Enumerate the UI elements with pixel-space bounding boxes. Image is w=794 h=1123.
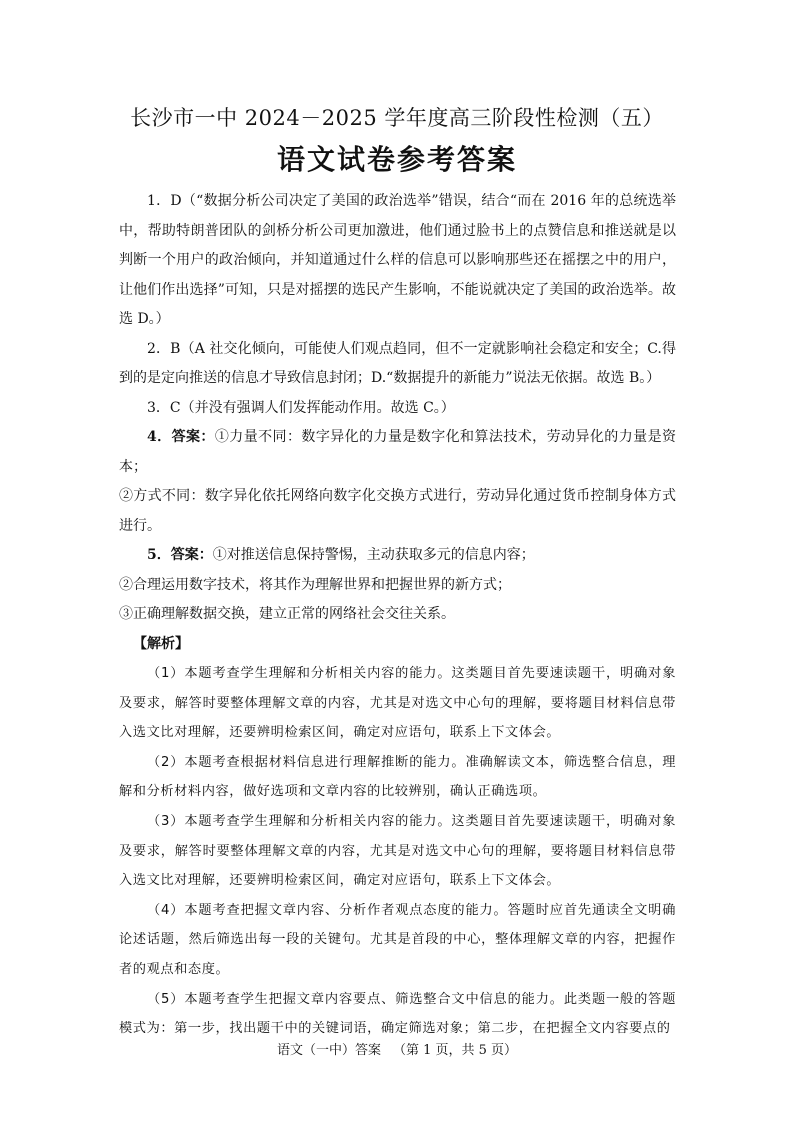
- answer-4-label: 4．答案：: [147, 429, 215, 445]
- answer-5-point-1: ①对推送信息保持警惕，主动获取多元的信息内容；: [212, 547, 535, 563]
- answer-3: 3．C（并没有强调人们发挥能动作用。故选 C。）: [147, 399, 455, 416]
- analysis-item-5: （5）本题考查学生把握文章内容要点、筛选整合文中信息的能力。此类题一般的答题模式为：第一步，找出题干中的关键词语，确定筛选对象；第二步，在把握全文内容要点的: [119, 991, 676, 1037]
- answer-5-label: 5．答案：: [147, 547, 213, 563]
- analysis-item-3: （3）本题考查学生理解和分析相关内容的能力。这类题目首先要速读题干，明确对象及要求，解答时要整体理解文章的内容，尤其是对选文中心句的理解，要将题目材料信息带入选文比对理解，还要辨明检索区间，确定对应语句，联系上下文体会。: [119, 813, 676, 889]
- answer-5-point-2: ②合理运用数字技术，将其作为理解世界和把握世界的新方式；: [119, 576, 511, 593]
- footer-doc-label: 语文（一中）答案: [276, 1043, 381, 1058]
- answer-4-point-1: ①力量不同：数字异化的力量是数字化和算法技术，劳动异化的力量是资本；: [119, 429, 676, 475]
- answer-body: [119, 187, 676, 1044]
- answer-1: 1．D（“数据分析公司决定了美国的政治选举”错误，结合“而在 2016 年的总统选举中，帮助特朗普团队的剑桥分析公司更加激进，他们通过脸书上的点赞信息和推送就是以判断一个用户的政治倾向，并知道通过什么样的信息可以影响那些还在摇摆之中的用户，让他们作出选择”可知，只是对摇摆的选民产生影响，不能说就决定了美国的政治选举。故选 D。）: [119, 193, 676, 327]
- analysis-item-2: （2）本题考查根据材料信息进行理解推断的能力。准确解读文本，筛选整合信息，理解和分析材料内容，做好选项和文章内容的比较辨别，确认正确选项。: [119, 754, 676, 800]
- analysis-item-1: （1）本题考查学生理解和分析相关内容的能力。这类题目首先要速读题干，明确对象及要求，解答时要整体理解文章的内容，尤其是对选文中心句的理解，要将题目材料信息带入选文比对理解，还要辨明检索区间，确定对应语句，联系上下文体会。: [119, 666, 676, 741]
- answer-key-title: 语文试卷参考答案: [276, 143, 517, 176]
- answer-4-point-2: ②方式不同：数字异化依托网络向数字化交换方式进行，劳动异化通过货币控制身体方式进行。: [119, 488, 676, 534]
- footer-page-number: （第 1 页，共 5 页）: [392, 1043, 518, 1058]
- exam-title: 长沙市一中 2024－2025 学年度高三阶段性检测（五）: [130, 106, 664, 130]
- answer-5-point-3: ③正确理解数据交换，建立正常的网络社会交往关系。: [119, 606, 455, 622]
- answer-5: [119, 541, 676, 571]
- analysis-heading: 【解析】: [133, 635, 189, 652]
- answer-2: 2．B（A 社交化倾向，可能使人们观点趋同，但不一定就影响社会稳定和安全；C.得到的是定向推送的信息才导致信息封闭；D.“数据提升的新能力”说法无依据。故选 B。）: [119, 340, 676, 386]
- page-footer: [0, 1041, 794, 1061]
- answer-4: [119, 423, 676, 482]
- analysis-item-4: （4）本题考查把握文章内容、分析作者观点态度的能力。答题时应首先通读全文明确论述话题，然后筛选出每一段的关键句。尤其是首段的中心，整体理解文章的内容，把握作者的观点和态度。: [119, 902, 676, 977]
